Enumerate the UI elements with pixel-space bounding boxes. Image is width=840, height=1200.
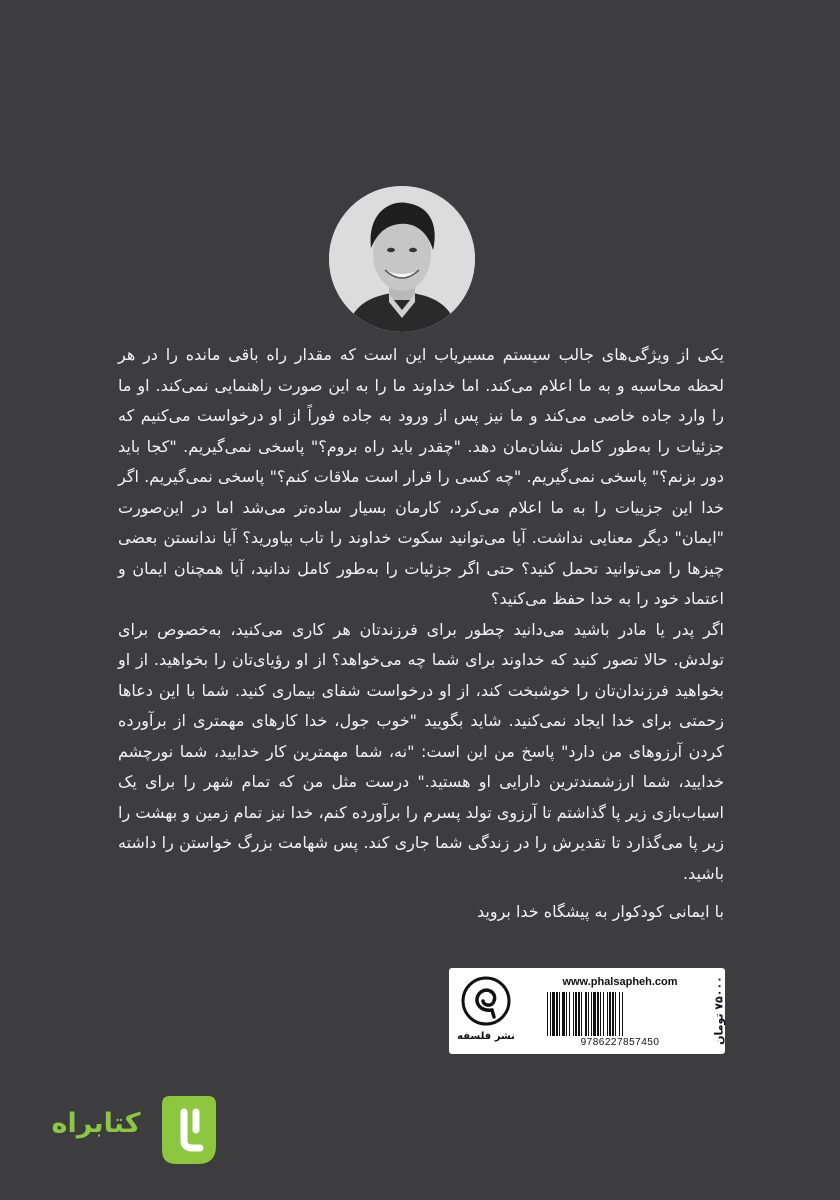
publisher-logo-icon <box>461 976 511 1026</box>
barcode-bar <box>547 992 548 1036</box>
publisher-name: نشر فلسفه <box>457 1031 515 1042</box>
paragraph-2: اگر پدر یا مادر باشید می‌دانید چطور برای فرزندتان هر کاری می‌کنید، به‌خصوص برای تولدش. حالا تصور کنید که خداوند برای شما چه می‌خواهد؟ از او رؤیای‌تان را بخواهید. از او بخواهید فرزندان‌تان را خوشبخت کند، از او درخواست شفای بیماری کنید. شما با این دعاها زحمتی برای خدا ایجاد نمی‌کنید. شاید بگویید "خوب جول، خدا کارهای مهمتری از برآورده کردن آرزوهای من دارد" پاسخ من این است: "نه، شما مهمترین کار خدایید، شما نورچشم خدایید، شما ارزشمندترین دارایی او هستید." درست مثل من که تمام شهر را برای یک اسباب‌بازی زیر پا گذاشتم تا آرزوی تولد پسرم را برآورده کنم، خدا نیز تمام زمین و بهشت را زیر پا می‌گذارد تا تقدیرش را در زندگی شما جاری کند. پس شهامت بزرگ خواستن را داشته باشید. <box>118 619 724 883</box>
back-cover-text <box>118 340 724 928</box>
barcode-panel <box>449 968 725 1054</box>
barcode-bar <box>550 992 551 1036</box>
author-portrait <box>329 186 475 332</box>
barcode-bar <box>566 992 567 1036</box>
barcode-bar <box>615 992 616 1036</box>
tagline: با ایمانی کودکوار به پیشگاه خدا بروید <box>477 902 724 921</box>
barcode-bar <box>569 992 570 1036</box>
barcode-bar <box>612 992 614 1036</box>
paragraph-1: یکی از ویژگی‌های جالب سیستم مسیریاب این است که مقدار راه باقی مانده را در هر لحظه محاسبه و به ما اعلام می‌کند. اما خداوند ما را به این صورت راهنمایی نمی‌کند. او ما را وارد جاده خاصی می‌کند و ما نیز پس از ورود به جاده فوراً از او درخواست می‌کنیم که جزئیات را به‌طور کامل نشان‌مان دهد. "چقدر باید راه بروم؟" پاسخی نمی‌گیریم. "کجا باید دور بزنم؟" پاسخی نمی‌گیریم. "چه کسی را قرار است ملاقات کنم؟" پاسخی نمی‌گیریم. اگر خدا این جزییات را به ما اعلام می‌کرد، کارمان بسیار ساده‌تر می‌شد اما در این‌صورت "ایمان" دیگر معنایی نداشت. آیا می‌توانید سکوت خداوند را تاب بیاورید؟ آیا ندانستن بعضی چیزها را می‌توانید تحمل کنید؟ حتی اگر جزئیات را به‌طور کامل ندانید، آیا همچنان ایمان و اعتماد خود را به خدا حفظ می‌کنید؟ <box>118 345 724 608</box>
barcode-bar <box>585 992 587 1036</box>
barcode-bar <box>562 992 565 1036</box>
publisher-website: www.phalsapheh.com <box>562 976 678 988</box>
barcode-bar <box>578 992 580 1036</box>
barcode-bar <box>607 992 608 1036</box>
barcode-bar <box>556 992 558 1036</box>
barcode-bar <box>559 992 560 1036</box>
isbn-number: 9786227857450 <box>580 1037 660 1048</box>
barcode-bar <box>593 992 596 1036</box>
barcode-bar <box>622 992 623 1036</box>
price-label: ۷۵۰۰۰ تومان <box>712 976 726 1045</box>
ketabrah-brand <box>38 1094 224 1166</box>
barcode-icon <box>545 992 695 1036</box>
barcode-bar <box>588 992 589 1036</box>
barcode-bar <box>603 992 604 1036</box>
barcode-bar <box>609 992 611 1036</box>
brand-name: کتابراه <box>51 1108 141 1139</box>
barcode-bar <box>581 992 582 1036</box>
barcode-bar <box>597 992 599 1036</box>
barcode-bar <box>600 992 601 1036</box>
ketabrah-logo-icon <box>154 1094 224 1166</box>
barcode-bar <box>619 992 620 1036</box>
barcode-bar <box>591 992 592 1036</box>
barcode-bar <box>575 992 577 1036</box>
portrait-image <box>329 186 475 332</box>
barcode-bar <box>552 992 555 1036</box>
barcode-bar <box>573 992 574 1036</box>
